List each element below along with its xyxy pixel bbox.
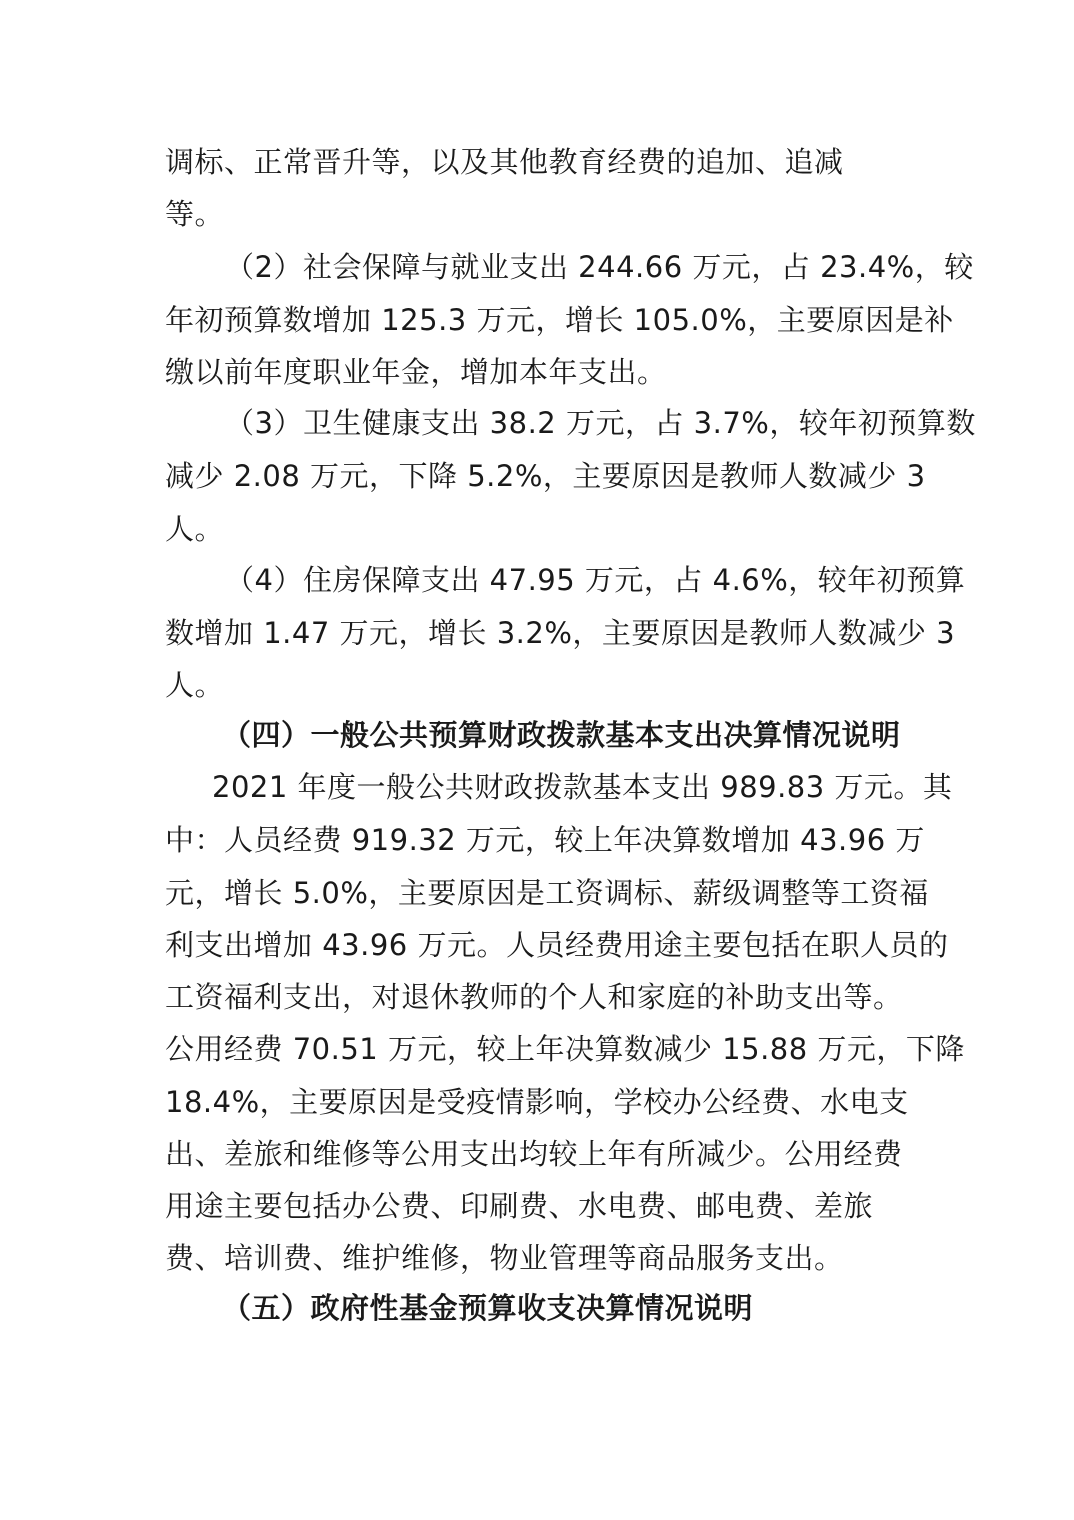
text-line: 费、培训费、维护维修，物业管理等商品服务支出。 — [165, 1241, 844, 1275]
text-line: 公用经费 70.51 万元，较上年决算数减少 15.88 万元，下降 — [165, 1032, 965, 1066]
text-line: 人。 — [165, 512, 225, 546]
text-line: 人。 — [165, 668, 225, 702]
text-line: 元，增长 5.0%，主要原因是工资调标、薪级调整等工资福 — [165, 876, 929, 910]
paragraph-4-line: （4）住房保障支出 47.95 万元，占 4.6%，较年初预算 — [225, 563, 966, 597]
paragraph-2-line: （2）社会保障与就业支出 244.66 万元，占 23.4%，较 — [225, 250, 974, 284]
section-heading-4: （四）一般公共预算财政拨款基本支出决算情况说明 — [222, 718, 901, 752]
text-line: 调标、正常晋升等，以及其他教育经费的追加、追减 — [165, 145, 844, 179]
text-line: 年初预算数增加 125.3 万元，增长 105.0%，主要原因是补 — [165, 303, 954, 337]
text-line: 数增加 1.47 万元，增长 3.2%，主要原因是教师人数减少 3 — [165, 616, 956, 650]
text-line: 出、差旅和维修等公用支出均较上年有所减少。公用经费 — [165, 1137, 903, 1171]
text-line: 18.4%，主要原因是受疫情影响，学校办公经费、水电支 — [165, 1085, 909, 1119]
paragraph-3-line: （3）卫生健康支出 38.2 万元，占 3.7%，较年初预算数 — [225, 406, 976, 440]
paragraph-basic-expenditure-line: 2021 年度一般公共财政拨款基本支出 989.83 万元。其 — [212, 770, 953, 804]
text-line: 等。 — [165, 197, 225, 231]
text-line: 中：人员经费 919.32 万元，较上年决算数增加 43.96 万 — [165, 823, 925, 857]
text-line: 工资福利支出，对退休教师的个人和家庭的补助支出等。 — [165, 980, 903, 1014]
section-heading-5: （五）政府性基金预算收支决算情况说明 — [222, 1291, 754, 1325]
text-line: 缴以前年度职业年金，增加本年支出。 — [165, 355, 667, 389]
text-line: 利支出增加 43.96 万元。人员经费用途主要包括在职人员的 — [165, 928, 949, 962]
text-line: 用途主要包括办公费、印刷费、水电费、邮电费、差旅 — [165, 1189, 874, 1223]
text-line: 减少 2.08 万元，下降 5.2%，主要原因是教师人数减少 3 — [165, 459, 926, 493]
